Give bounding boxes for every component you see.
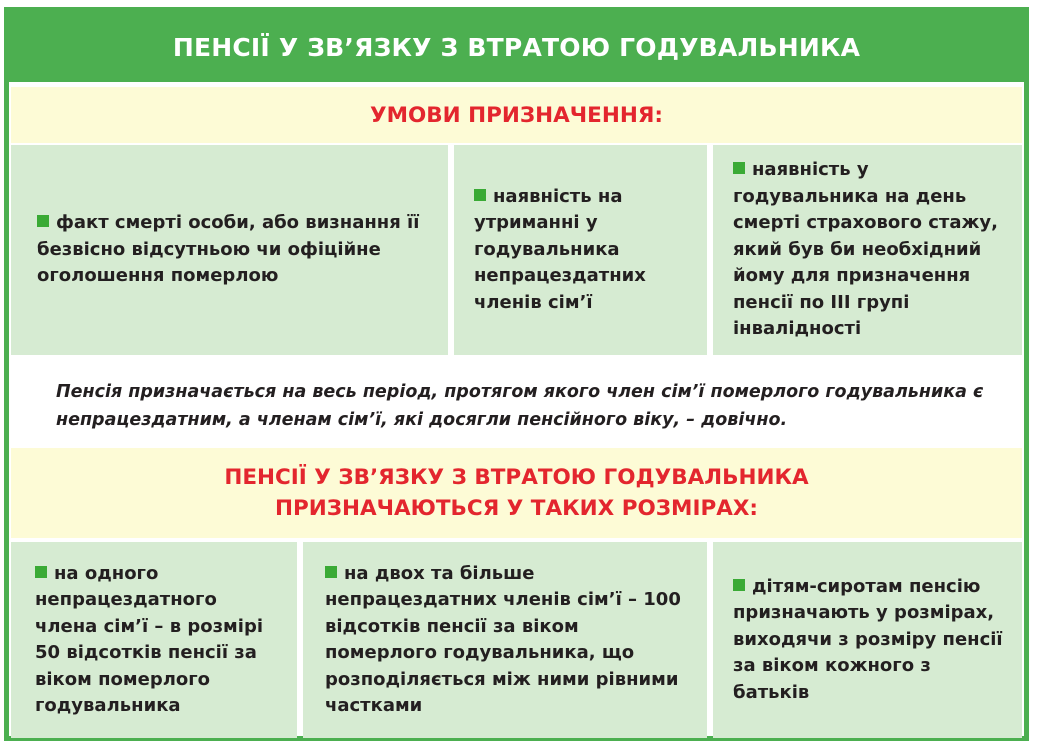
condition-text: факт смерті особи, або визнання її безвісно відсутньою чи офіційне оголошення померлою [37,212,420,287]
amount-text: на двох та більше непрацездатних членів сім’ї – 100 відсотків пенсії за віком померлого годувальника, що розподіляється між ними рівними частками [325,562,681,716]
amount-card-orphans [713,542,1022,738]
bullet-square-icon [37,215,49,227]
amount-text: дітям-сиротам пенсію призначають у розмірах, виходячи з розміру пенсії за віком кожного з батьків [733,575,1003,703]
amounts-heading-line2: ПРИЗНАЧАЮТЬСЯ У ТАКИХ РОЗМІРАХ: [274,496,759,521]
condition-card-death [11,145,448,355]
page-title: ПЕНСІЇ У ЗВ’ЯЗКУ З ВТРАТОЮ ГОДУВАЛЬНИКА [172,32,861,62]
amount-card-two-members [303,542,707,738]
pension-period-note: Пенсія призначається на весь період, протягом якого член сім’ї померлого годувальника є непрацездатним, а членам сім’ї, які досягли пенсійного віку, – довічно. [56,382,984,430]
bullet-square-icon [325,566,337,578]
bullet-square-icon [733,162,745,174]
condition-card-insurance-record [713,145,1022,355]
condition-text: наявність на утриманні у годувальника непрацездатних членів сім’ї [474,185,646,313]
conditions-heading: УМОВИ ПРИЗНАЧЕННЯ: [370,102,663,128]
condition-card-dependents [454,145,707,355]
amount-card-one-member [11,542,297,738]
bullet-square-icon [733,579,745,591]
bullet-square-icon [35,566,47,578]
bullet-square-icon [474,189,486,201]
amount-text: на одного непрацездатного члена сім’ї – в розмірі 50 відсотків пенсії за віком померлого годувальника [35,562,263,716]
amounts-heading-band [11,448,1022,538]
amounts-heading-line1: ПЕНСІЇ У ЗВ’ЯЗКУ З ВТРАТОЮ ГОДУВАЛЬНИКА [224,465,809,490]
conditions-heading-band [11,87,1022,143]
condition-text: наявність у годувальника на день смерті страхового стажу, який був би необхідний йому для призначення пенсії по ІІІ групі інвалідності [733,159,998,340]
info-poster [4,7,1029,741]
title-bar [9,12,1024,82]
